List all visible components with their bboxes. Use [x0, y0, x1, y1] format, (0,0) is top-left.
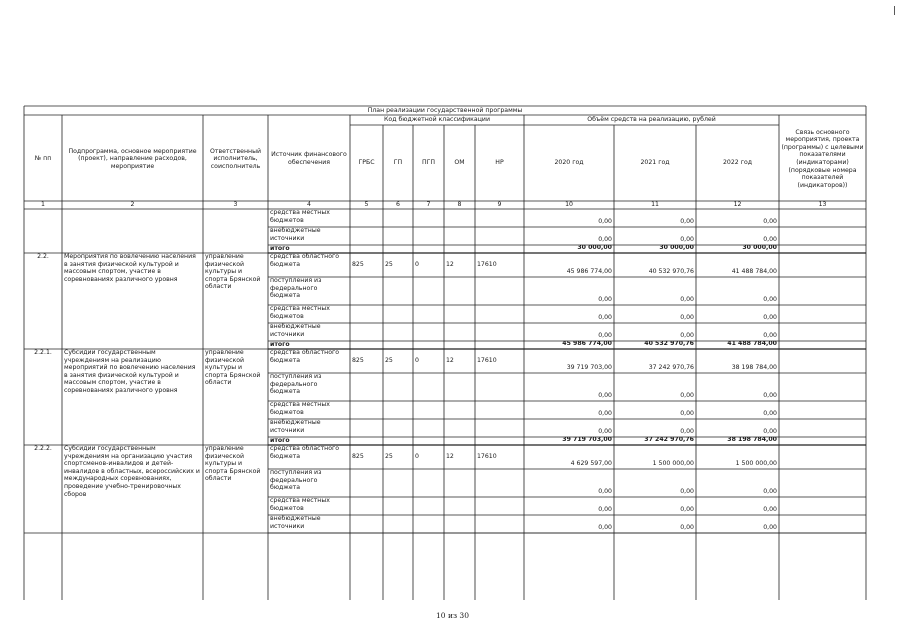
- section-1-row-2-y2021: [616, 277, 694, 304]
- col-header-pgp-text: ПГП: [421, 159, 436, 167]
- section-3-gp: [385, 445, 411, 469]
- section-3-name: [64, 445, 201, 533]
- section-1-row-1-y2021: [616, 253, 694, 276]
- section-1-row-1-y2022: [698, 253, 777, 276]
- section-2-row-5-y2020-text: 39 719 703,00: [562, 437, 612, 444]
- section-2-row-5-y2022: [698, 437, 777, 444]
- col-number-6: [385, 201, 411, 209]
- section-1-nr-text: 17610: [477, 261, 497, 269]
- col-number-3-text: 3: [233, 201, 238, 208]
- col-header-2022: [698, 125, 777, 201]
- budget-code-group-header: [352, 116, 522, 125]
- section-3-row-2-y2022-text: 0,00: [763, 488, 777, 496]
- section-2-row-4-source-text: внебюджетные источники: [270, 419, 321, 434]
- col-number-11: [616, 201, 694, 209]
- section-1-row-3-y2022: [698, 305, 777, 322]
- top-row-3-y2022-text: 30 000,00: [742, 245, 777, 252]
- section-1-row-3-y2020-text: 0,00: [598, 314, 612, 322]
- section-1-row-4-y2020: [526, 323, 612, 340]
- section-2-row-1-y2022-text: 38 198 784,00: [731, 364, 777, 372]
- section-2-row-5-y2022-text: 38 198 784,00: [727, 437, 777, 444]
- section-1-row-2-y2020: [526, 277, 612, 304]
- col-header-2020-text: 2020 год: [554, 159, 584, 167]
- col-number-2-text: 2: [130, 201, 135, 208]
- section-1-row-5-y2020-text: 45 986 774,00: [562, 341, 612, 348]
- col-header-responsible-text: Ответственный исполнитель, соисполнитель: [210, 147, 261, 170]
- section-3-nr-text: 17610: [477, 453, 497, 461]
- section-3-row-4-source: [270, 515, 348, 533]
- top-row-3-y2020: [526, 245, 612, 252]
- section-3-row-4-source-text: внебюджетные источники: [270, 515, 321, 530]
- top-row-1-y2022: [698, 209, 777, 226]
- section-3-om: [446, 445, 473, 469]
- col-header-gp-text: ГП: [393, 159, 403, 167]
- section-1-name-text: Мероприятия по вовлечению населения в занятия физической культурой и массовым спортом, участие в соревнованиях различного уровня: [64, 253, 196, 283]
- section-3-row-3-y2021: [616, 497, 694, 514]
- section-1-row-5-source-text: итого: [270, 341, 290, 348]
- col-header-2020: [526, 125, 612, 201]
- col-number-5: [352, 201, 381, 209]
- section-3-row-2-source-text: поступления из федерального бюджета: [270, 469, 322, 492]
- col-header-nr-text: НР: [495, 159, 504, 167]
- section-2-row-5-source: [270, 437, 348, 445]
- section-2-row-2-source-text: поступления из федерального бюджета: [270, 373, 322, 396]
- table-title: [26, 107, 864, 115]
- col-header-2021: [616, 125, 694, 201]
- top-row-2-source: [270, 227, 348, 245]
- section-1-gp: [385, 253, 411, 277]
- section-3-row-1-y2022: [698, 445, 777, 468]
- section-2-row-1-y2020: [526, 349, 612, 372]
- section-1-om-text: 12: [446, 261, 454, 269]
- section-1-row-1-y2020: [526, 253, 612, 276]
- col-header-source-text: Источник финансового обеспечения: [271, 151, 347, 166]
- top-row-1-source: [270, 209, 348, 227]
- section-2-row-3-y2022-text: 0,00: [763, 410, 777, 418]
- section-2-row-1-y2022: [698, 349, 777, 372]
- col-number-3: [205, 201, 266, 209]
- section-2-row-4-y2021: [616, 419, 694, 436]
- section-2-row-4-y2022: [698, 419, 777, 436]
- col-header-no-text: № пп: [34, 155, 52, 163]
- section-2-number-text: 2.2.1.: [34, 349, 52, 356]
- col-number-10: [526, 201, 612, 209]
- section-2-row-1-source-text: средства областного бюджета: [270, 349, 340, 364]
- section-2-om-text: 12: [446, 357, 454, 365]
- col-number-4-text: 4: [307, 201, 311, 208]
- section-3-row-1-y2020-text: 4 629 597,00: [570, 460, 612, 468]
- top-row-2-y2020: [526, 227, 612, 244]
- section-1-row-3-y2020: [526, 305, 612, 322]
- col-header-no: [26, 117, 60, 201]
- section-3-gp-text: 25: [385, 453, 393, 461]
- section-2-row-2-y2022-text: 0,00: [763, 392, 777, 400]
- section-2-row-3-source-text: средства местных бюджетов: [270, 401, 330, 416]
- section-1-row-4-y2021-text: 0,00: [680, 332, 694, 340]
- top-row-1-y2020-text: 0,00: [598, 218, 612, 226]
- top-row-3-source-text: итого: [270, 245, 290, 252]
- col-number-12: [698, 201, 777, 209]
- section-3-om-text: 12: [446, 453, 454, 461]
- section-3-row-4-y2020: [526, 515, 612, 532]
- col-header-gp: [385, 125, 411, 201]
- top-row-3-y2021-text: 30 000,00: [659, 245, 694, 252]
- col-header-name-text: Подпрограмма, основное мероприятие (проект), направление расходов, мероприятие: [68, 147, 197, 170]
- section-2-row-4-y2021-text: 0,00: [680, 428, 694, 436]
- section-1-row-4-y2020-text: 0,00: [598, 332, 612, 340]
- section-3-row-3-y2022-text: 0,00: [763, 506, 777, 514]
- section-1-om: [446, 253, 473, 277]
- top-row-1-y2022-text: 0,00: [763, 218, 777, 226]
- section-3-row-4-y2021: [616, 515, 694, 532]
- section-1-row-3-source: [270, 305, 348, 323]
- col-header-2021-text: 2021 год: [640, 159, 670, 167]
- section-3-responsible-text: управление физической культуры и спорта Брянской области: [205, 445, 261, 483]
- section-3-row-4-y2022: [698, 515, 777, 532]
- section-3-nr: [477, 445, 522, 469]
- col-number-6-text: 6: [396, 201, 400, 208]
- section-1-row-1-source: [270, 253, 348, 277]
- col-header-2022-text: 2022 год: [722, 159, 753, 167]
- top-row-2-y2020-text: 0,00: [598, 236, 612, 244]
- section-2-row-2-y2022: [698, 373, 777, 400]
- col-header-pgp: [415, 125, 442, 201]
- section-3-row-3-y2021-text: 0,00: [680, 506, 694, 514]
- section-1-row-2-y2021-text: 0,00: [680, 296, 694, 304]
- section-3-row-3-y2020: [526, 497, 612, 514]
- section-2-row-2-source: [270, 373, 348, 401]
- section-3-row-3-y2022: [698, 497, 777, 514]
- section-2-row-1-source: [270, 349, 348, 373]
- section-2-row-3-y2021: [616, 401, 694, 418]
- col-number-2: [64, 201, 201, 209]
- section-2-row-3-source: [270, 401, 348, 419]
- section-3-grbs: [352, 445, 381, 469]
- section-2-gp: [385, 349, 411, 373]
- section-2-grbs-text: 825: [352, 357, 364, 365]
- section-2-row-4-y2020-text: 0,00: [598, 428, 612, 436]
- section-1-row-1-y2021-text: 40 532 970,76: [648, 268, 694, 276]
- section-1-row-5-y2021-text: 40 532 970,76: [644, 341, 694, 348]
- section-1-row-4-y2021: [616, 323, 694, 340]
- section-3-row-2-y2021-text: 0,00: [680, 488, 694, 496]
- section-1-row-5-source: [270, 341, 348, 349]
- section-3-row-4-y2021-text: 0,00: [680, 524, 694, 532]
- section-1-responsible-text: управление физической культуры и спорта Брянской области: [205, 253, 261, 291]
- section-2-row-1-y2021-text: 37 242 970,76: [648, 364, 694, 372]
- top-row-1-y2021-text: 0,00: [680, 218, 694, 226]
- col-header-grbs: [352, 125, 381, 201]
- section-1-row-2-y2022: [698, 277, 777, 304]
- section-3-pgp: [415, 445, 442, 469]
- section-1-row-1-source-text: средства областного бюджета: [270, 253, 340, 268]
- page-number: 10 из 30: [436, 611, 469, 620]
- section-3-row-4-y2022-text: 0,00: [763, 524, 777, 532]
- section-2-row-1-y2020-text: 39 719 703,00: [566, 364, 612, 372]
- section-3-row-2-source: [270, 469, 348, 497]
- section-1-row-3-source-text: средства местных бюджетов: [270, 305, 330, 320]
- col-number-1: [26, 201, 60, 209]
- col-header-name: [64, 117, 201, 201]
- section-2-name-text: Субсидии государственным учреждениям на реализацию мероприятий по вовлечению населения в занятия физической культурой и массовым спортом, участие в соревнованиях различного уровня: [64, 349, 196, 394]
- section-1-grbs-text: 825: [352, 261, 364, 269]
- section-2-row-4-y2022-text: 0,00: [763, 428, 777, 436]
- top-row-3-y2020-text: 30 000,00: [577, 245, 612, 252]
- section-3-row-1-source: [270, 445, 348, 469]
- section-3-row-3-y2020-text: 0,00: [598, 506, 612, 514]
- section-2-row-3-y2020: [526, 401, 612, 418]
- col-number-9: [477, 201, 522, 209]
- section-3-row-1-y2021: [616, 445, 694, 468]
- funds-group-header-text: Объём средств на реализацию, рублей: [587, 116, 716, 123]
- section-2-pgp-text: 0: [415, 357, 419, 365]
- col-number-9-text: 9: [497, 201, 502, 208]
- section-3-row-2-y2022: [698, 469, 777, 496]
- top-row-3-y2022: [698, 245, 777, 252]
- col-number-13: [781, 201, 864, 209]
- section-2-row-2-y2020: [526, 373, 612, 400]
- top-row-1-y2021: [616, 209, 694, 226]
- section-1-row-4-source: [270, 323, 348, 341]
- top-row-3-source: [270, 245, 348, 253]
- top-row-3-y2021: [616, 245, 694, 252]
- section-1-grbs: [352, 253, 381, 277]
- col-number-5-text: 5: [364, 201, 369, 208]
- section-2-row-3-y2021-text: 0,00: [680, 410, 694, 418]
- section-2-row-3-y2020-text: 0,00: [598, 410, 612, 418]
- corner-mark: |: [893, 6, 897, 16]
- section-3-row-3-source-text: средства местных бюджетов: [270, 497, 330, 512]
- col-header-nr: [477, 125, 522, 201]
- section-2-row-4-source: [270, 419, 348, 437]
- col-number-8: [446, 201, 473, 209]
- col-header-om-text: ОМ: [454, 159, 465, 167]
- section-1-name: [64, 253, 201, 349]
- section-2-row-5-y2021-text: 37 242 970,76: [644, 437, 694, 444]
- section-1-row-2-source-text: поступления из федерального бюджета: [270, 277, 322, 300]
- section-1-row-2-y2020-text: 0,00: [598, 296, 612, 304]
- section-1-number-text: 2.2.: [37, 253, 49, 260]
- budget-code-group-header-text: Код бюджетной классификации: [384, 116, 490, 123]
- section-2-responsible-text: управление физической культуры и спорта Брянской области: [205, 349, 261, 387]
- section-1-row-5-y2021: [616, 341, 694, 348]
- section-2-grbs: [352, 349, 381, 373]
- col-number-4: [270, 201, 348, 209]
- top-row-2-y2021-text: 0,00: [680, 236, 694, 244]
- section-1-row-1-y2020-text: 45 986 774,00: [566, 268, 612, 276]
- funds-group-header: [526, 116, 777, 125]
- top-row-2-y2022: [698, 227, 777, 244]
- table-title-text: План реализации государственной программы: [367, 107, 523, 114]
- section-2-row-5-y2020: [526, 437, 612, 444]
- section-3-row-1-y2020: [526, 445, 612, 468]
- col-number-7-text: 7: [426, 201, 431, 208]
- section-2-row-3-y2022: [698, 401, 777, 418]
- section-3-name-text: Субсидии государственным учреждениям на организацию участия спортсменов-инвалидов и детей-инвалидов в областных, всероссийских и международных соревнованиях, проведение учебно-тренировочных сборов: [64, 445, 200, 498]
- section-1-row-3-y2021: [616, 305, 694, 322]
- section-1-responsible: [205, 253, 266, 349]
- col-header-om: [446, 125, 473, 201]
- section-2-row-5-source-text: итого: [270, 437, 290, 444]
- section-2-row-5-y2021: [616, 437, 694, 444]
- section-3-row-1-y2021-text: 1 500 000,00: [652, 460, 694, 468]
- section-1-row-4-source-text: внебюджетные источники: [270, 323, 321, 338]
- col-number-12-text: 12: [733, 201, 742, 208]
- section-3-row-2-y2020: [526, 469, 612, 496]
- section-1-row-2-source: [270, 277, 348, 305]
- section-3-row-1-y2022-text: 1 500 000,00: [735, 460, 777, 468]
- section-3-row-2-y2021: [616, 469, 694, 496]
- section-2-row-2-y2020-text: 0,00: [598, 392, 612, 400]
- top-row-2-y2021: [616, 227, 694, 244]
- col-header-link: [781, 117, 864, 201]
- section-2-row-2-y2021-text: 0,00: [680, 392, 694, 400]
- col-header-grbs-text: ГРБС: [358, 159, 375, 167]
- section-1-row-5-y2022-text: 41 488 784,00: [727, 341, 777, 348]
- section-2-nr-text: 17610: [477, 357, 497, 365]
- col-number-10-text: 10: [565, 201, 573, 208]
- col-number-1-text: 1: [41, 201, 45, 208]
- col-header-source: [270, 117, 348, 201]
- section-2-name: [64, 349, 201, 445]
- section-1-pgp: [415, 253, 442, 277]
- section-1-pgp-text: 0: [415, 261, 419, 269]
- section-3-row-4-y2020-text: 0,00: [598, 524, 612, 532]
- section-1-row-5-y2022: [698, 341, 777, 348]
- section-3-number: [26, 445, 60, 533]
- section-3-row-1-source-text: средства областного бюджета: [270, 445, 340, 460]
- section-2-row-4-y2020: [526, 419, 612, 436]
- section-2-row-1-y2021: [616, 349, 694, 372]
- section-1-nr: [477, 253, 522, 277]
- top-row-1-y2020: [526, 209, 612, 226]
- section-1-row-2-y2022-text: 0,00: [763, 296, 777, 304]
- section-2-gp-text: 25: [385, 357, 393, 365]
- col-header-link-text: Связь основного мероприятия, проекта (программы) с целевыми показателями (индикаторами) (порядковые номера показателей (индикаторов)): [781, 128, 864, 189]
- section-3-number-text: 2.2.2.: [34, 445, 52, 452]
- section-2-row-2-y2021: [616, 373, 694, 400]
- col-header-responsible: [205, 117, 266, 201]
- section-3-row-2-y2020-text: 0,00: [598, 488, 612, 496]
- section-2-nr: [477, 349, 522, 373]
- section-1-row-3-y2021-text: 0,00: [680, 314, 694, 322]
- section-1-row-4-y2022-text: 0,00: [763, 332, 777, 340]
- col-number-7: [415, 201, 442, 209]
- section-3-row-3-source: [270, 497, 348, 515]
- section-1-row-1-y2022-text: 41 488 784,00: [731, 268, 777, 276]
- section-1-row-5-y2020: [526, 341, 612, 348]
- section-1-row-3-y2022-text: 0,00: [763, 314, 777, 322]
- section-1-row-4-y2022: [698, 323, 777, 340]
- section-1-number: [26, 253, 60, 349]
- section-2-number: [26, 349, 60, 445]
- col-number-8-text: 8: [457, 201, 462, 208]
- top-row-1-source-text: средства местных бюджетов: [270, 209, 330, 224]
- top-row-2-source-text: внебюджетные источники: [270, 227, 321, 242]
- section-3-grbs-text: 825: [352, 453, 364, 461]
- section-2-om: [446, 349, 473, 373]
- col-number-11-text: 11: [651, 201, 659, 208]
- col-number-13-text: 13: [818, 201, 827, 208]
- section-1-gp-text: 25: [385, 261, 393, 269]
- section-2-pgp: [415, 349, 442, 373]
- top-row-2-y2022-text: 0,00: [763, 236, 777, 244]
- section-2-responsible: [205, 349, 266, 445]
- section-3-pgp-text: 0: [415, 453, 419, 461]
- section-3-responsible: [205, 445, 266, 533]
